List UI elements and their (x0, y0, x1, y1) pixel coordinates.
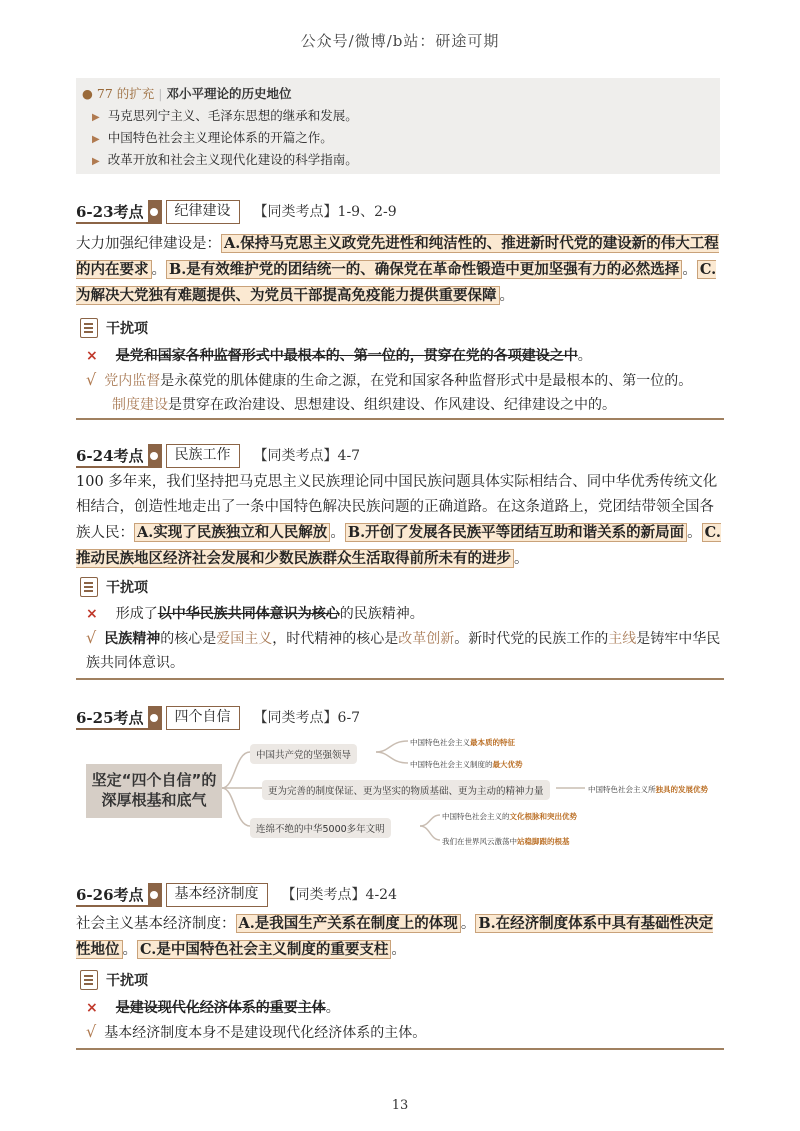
wrong-item: × 是党和国家各种监督形式中最根本的、第一位的，贯穿在党的各项建设之中。 (86, 348, 592, 364)
kp-title: 基本经济制度 (166, 883, 268, 907)
triangle-icon: ▶ (92, 156, 100, 167)
triangle-icon: ▶ (92, 112, 100, 123)
check-icon: √ (86, 1022, 97, 1041)
cross-icon: × (86, 348, 98, 364)
mindmap-leaf: 中国特色社会主义的文化根脉和突出优势 (442, 812, 577, 821)
mindmap-node: 连绵不绝的中华5000多年文明 (250, 818, 391, 838)
extension-heading: ● 77 的扩充 | 邓小平理论的历史地位 (82, 86, 292, 101)
list-item: ▶ 马克思列宁主义、毛泽东思想的继承和发展。 (92, 108, 358, 123)
page-number: 13 (391, 1098, 409, 1113)
list-item: ▶ 中国特色社会主义理论体系的开篇之作。 (92, 130, 333, 145)
mindmap-leaf: 我们在世界风云激荡中站稳脚跟的根基 (442, 837, 570, 846)
mindmap-node: 中国共产党的坚强领导 (250, 744, 357, 764)
triangle-icon: ▶ (92, 134, 100, 145)
same-type: 【同类考点】1-9、2-9 (253, 204, 397, 220)
kp-paragraph: 100 多年来，我们坚持把马克思主义民族理论同中国民族问题具体实际相结合、同中华优秀传统文化相结合，创造性地走出了一条中国特色解决民族问题的正确道路。在这条道路上，党团结带领全国各族人民： A.实现了民族独立和人民解放 。 B.开创了发展各民族平等团结互助和谐关系的新局面 。 C.推动民族地区经济社会发展和少数民族群众生活取得前所未有的进步 。 (76, 474, 721, 567)
kp-header: 6-26考点 基本经济制度 【同类考点】4-24 (76, 883, 397, 907)
extension-title: 邓小平理论的历史地位 (166, 86, 292, 101)
divider (76, 1048, 724, 1050)
kp-header: 6-23考点 纪律建设 【同类考点】1-9、2-9 (76, 200, 397, 224)
cross-icon: × (86, 1000, 98, 1016)
mindmap-node: 更为完善的制度保证、更为坚实的物质基础、更为主动的精神力量 (262, 780, 550, 800)
mindmap-leaf: 中国特色社会主义所独具的发展优势 (588, 785, 708, 794)
interference-heading: 干扰项 (80, 577, 148, 597)
bulb-icon: ● (82, 86, 93, 101)
same-type: 【同类考点】4-24 (281, 887, 397, 903)
cross-icon: × (86, 606, 98, 622)
right-item: √ 基本经济制度本身不是建设现代化经济体系的主体。 (86, 1022, 427, 1041)
mindmap-leaf: 中国特色社会主义最本质的特征 (410, 738, 515, 747)
same-type: 【同类考点】6-7 (253, 710, 361, 726)
check-icon: √ (86, 628, 97, 647)
kp-paragraph: 社会主义基本经济制度： A.是我国生产关系在制度上的体现 。 B.在经济制度体系中具有基础性决定性地位 。 C.是中国特色社会主义制度的重要支柱 。 (76, 915, 714, 958)
kp-title: 民族工作 (166, 444, 240, 468)
mindmap-leaf: 中国特色社会主义制度的最大优势 (410, 760, 523, 769)
kp-header: 6-25考点 四个自信 【同类考点】6-7 (76, 706, 360, 730)
kp-paragraph: 大力加强纪律建设是： A.保持马克思主义政党先进性和纯洁性的、推进新时代党的建设新的伟大工程的内在要求 。 B.是有效维护党的团结统一的、确保党在革命性锻造中更加坚强有力的必然选择 。 C.为解决大党独有难题提供、为党员干部提高免疫能力提供重要保障 。 (76, 235, 719, 304)
interference-heading: 干扰项 (80, 318, 148, 338)
right-item: √ 民族精神的核心是爱国主义，时代精神的核心是改革创新。新时代党的民族工作的主线是铸牢中华民族共同体意识。 (86, 628, 721, 671)
star-flag-icon (148, 883, 162, 907)
check-icon: √ (86, 370, 97, 389)
kp-title: 纪律建设 (166, 200, 240, 224)
wrong-item: × 形成了以中华民族共同体意识为核心的民族精神。 (86, 606, 424, 622)
kp-header: 6-24考点 民族工作 【同类考点】4-7 (76, 444, 360, 468)
clipboard-icon (80, 970, 98, 990)
right-item: √ 党内监督是永葆党的肌体健康的生命之源，在党和国家各种监督形式中是最根本的、第一位的。 制度建设是贯穿在政治建设、思想建设、组织建设、作风建设、纪律建设之中的。 (86, 370, 693, 413)
page-header: 公众号/微博/b站：研途可期 (300, 32, 500, 50)
list-item: ▶ 改革开放和社会主义现代化建设的科学指南。 (92, 152, 358, 167)
kp-title: 四个自信 (166, 706, 240, 730)
same-type: 【同类考点】4-7 (253, 448, 361, 464)
wrong-item: × 是建设现代化经济体系的重要主体。 (86, 1000, 340, 1016)
mindmap-center: 坚定“四个自信”的深厚根基和底气 (86, 764, 222, 818)
extension-tag: 77 的扩充 (96, 86, 155, 101)
interference-heading: 干扰项 (80, 970, 148, 990)
